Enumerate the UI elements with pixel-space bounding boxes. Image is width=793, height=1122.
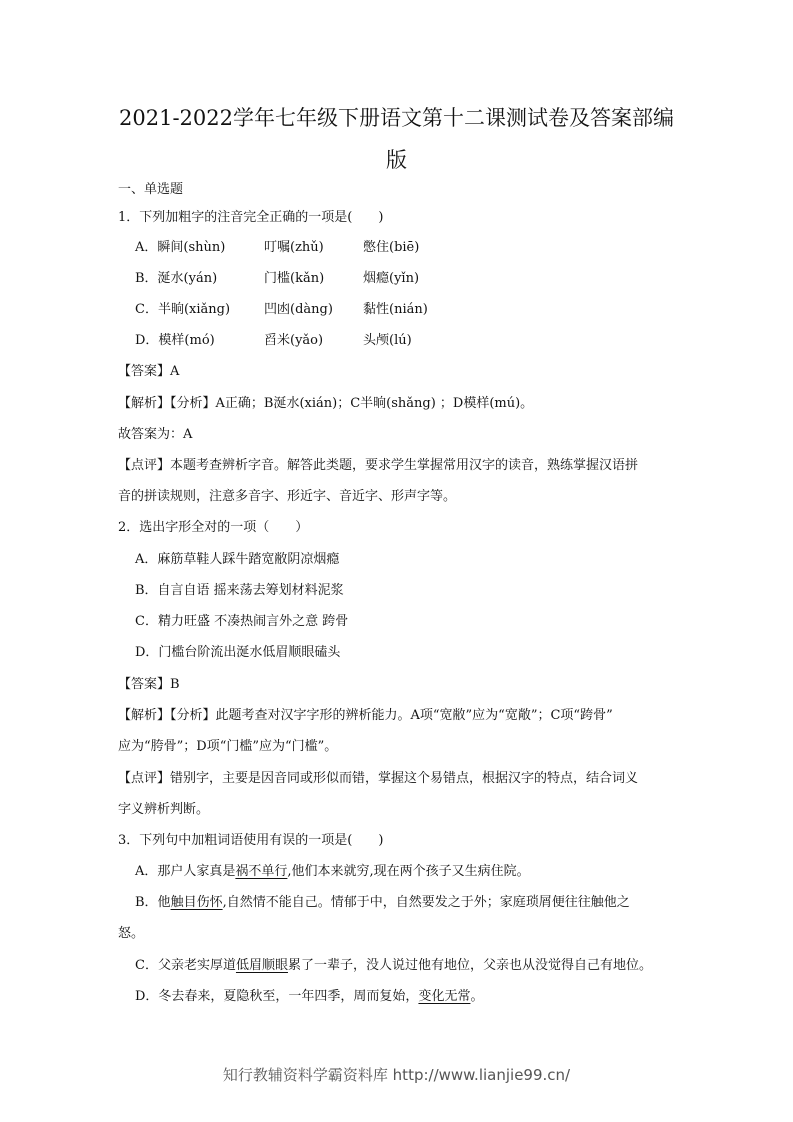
q1-option-c-1: C．半晌(xiǎng)	[135, 302, 231, 317]
q3-option-c-prefix: C．父亲老实厚道	[135, 958, 236, 973]
q3-option-b-suffix: ,自然情不能自己。情郁于中，自然要发之于外；家庭琐屑便往往触他之	[222, 895, 630, 910]
q2-option-a: A．麻筋草鞋人踩牛踏宽敝阴凉烟瘾	[135, 552, 340, 567]
q2-option-c: C．精力旺盛 不凑热闹言外之意 跨骨	[135, 614, 349, 629]
document-title-line2: 版	[386, 148, 407, 172]
q1-option-a-1: A．瞬间(shùn)	[135, 240, 226, 255]
q3-option-b-continuation: 怒。	[118, 926, 145, 941]
q2-comment-line1: 【点评】错别字，主要是因音同或形似而错，掌握这个易错点，根据汉字的特点，结合词义	[118, 771, 639, 786]
q1-option-a-3: 憋住(biē)	[363, 240, 420, 255]
q3-option-c	[135, 956, 652, 976]
q3-option-d-prefix: D．冬去春来，夏隐秋至，一年四季，周而复始，	[135, 989, 419, 1004]
q1-comment-line2: 音的拼读规则，注意多音字、形近字、音近字、形声字等。	[118, 489, 457, 504]
q1-option-b-2: 门槛(kǎn)	[264, 271, 325, 286]
q3-option-a	[135, 862, 530, 882]
q3-stem: 3．下列句中加粗词语使用有误的一项是( )	[118, 833, 384, 848]
q3-option-d-suffix: 。	[470, 989, 484, 1004]
q3-option-a-suffix: ,他们本来就穷,现在两个孩子又生病住院。	[287, 864, 530, 879]
q3-option-c-underlined-word: 低眉顺眼	[235, 958, 288, 973]
q2-answer: 【答案】B	[118, 677, 180, 692]
q1-option-b-3: 烟瘾(yǐn)	[363, 271, 420, 286]
q3-option-b-underlined-word: 触目伤怀	[170, 895, 223, 910]
q3-option-d-underlined-word: 变化无常	[418, 989, 471, 1004]
q2-option-d: D．门槛台阶流出涎水低眉顺眼磕头	[135, 645, 341, 660]
q3-option-a-prefix: A．那户人家真是	[135, 864, 236, 879]
q3-option-d	[135, 987, 483, 1007]
q1-option-c-3: 黏性(nián)	[363, 302, 428, 317]
q2-comment-line2: 字义辨析判断。	[118, 802, 210, 817]
q1-option-d-2: 舀米(yǎo)	[264, 333, 324, 348]
q1-analysis: 【解析】【分析】A正确；B涎水(xián)；C半晌(shǎng) ；D模样(mú)。	[118, 396, 534, 411]
q1-option-a-2: 叮嘱(zhǔ)	[264, 240, 324, 255]
q3-option-b-prefix: B．他	[135, 895, 171, 910]
q2-analysis-line2: 应为“胯骨”；D项“门槛”应为“门槛”。	[118, 739, 338, 754]
q3-option-a-underlined-word: 祸不单行	[235, 864, 288, 879]
q2-stem: 2．选出字形全对的一项（ ）	[118, 520, 309, 535]
q1-option-c-2: 凹凼(dàng)	[264, 302, 333, 317]
q3-option-b	[135, 893, 630, 913]
q1-option-d-3: 头颅(lú)	[363, 333, 412, 348]
document-title-line1: 2021-2022学年七年级下册语文第十二课测试卷及答案部编	[119, 106, 674, 130]
section-heading: 一、单选题	[118, 182, 184, 197]
footer-watermark: 知行教辅资料学霸资料库 http://www.lianjie99.cn/	[222, 1066, 571, 1084]
q1-option-d-1: D．模样(mó)	[135, 333, 215, 348]
q1-answer: 【答案】A	[118, 364, 180, 379]
q1-option-b-1: B．涎水(yán)	[135, 271, 218, 286]
q1-conclusion: 故答案为：A	[118, 427, 193, 442]
q1-stem: 1．下列加粗字的注音完全正确的一项是( )	[118, 210, 384, 225]
q2-option-b: B．自言自语 摇来荡去筹划材料泥浆	[135, 583, 344, 598]
q3-option-c-suffix: 累了一辈子，没人说过他有地位，父亲也从没觉得自己有地位。	[287, 958, 652, 973]
q2-analysis-line1: 【解析】【分析】此题考查对汉字字形的辨析能力。A项“宽敝”应为“宽敞”；C项“跨骨”	[118, 708, 613, 723]
q1-comment-line1: 【点评】本题考查辨析字音。解答此类题，要求学生掌握常用汉字的读音，熟练掌握汉语拼	[118, 458, 639, 473]
